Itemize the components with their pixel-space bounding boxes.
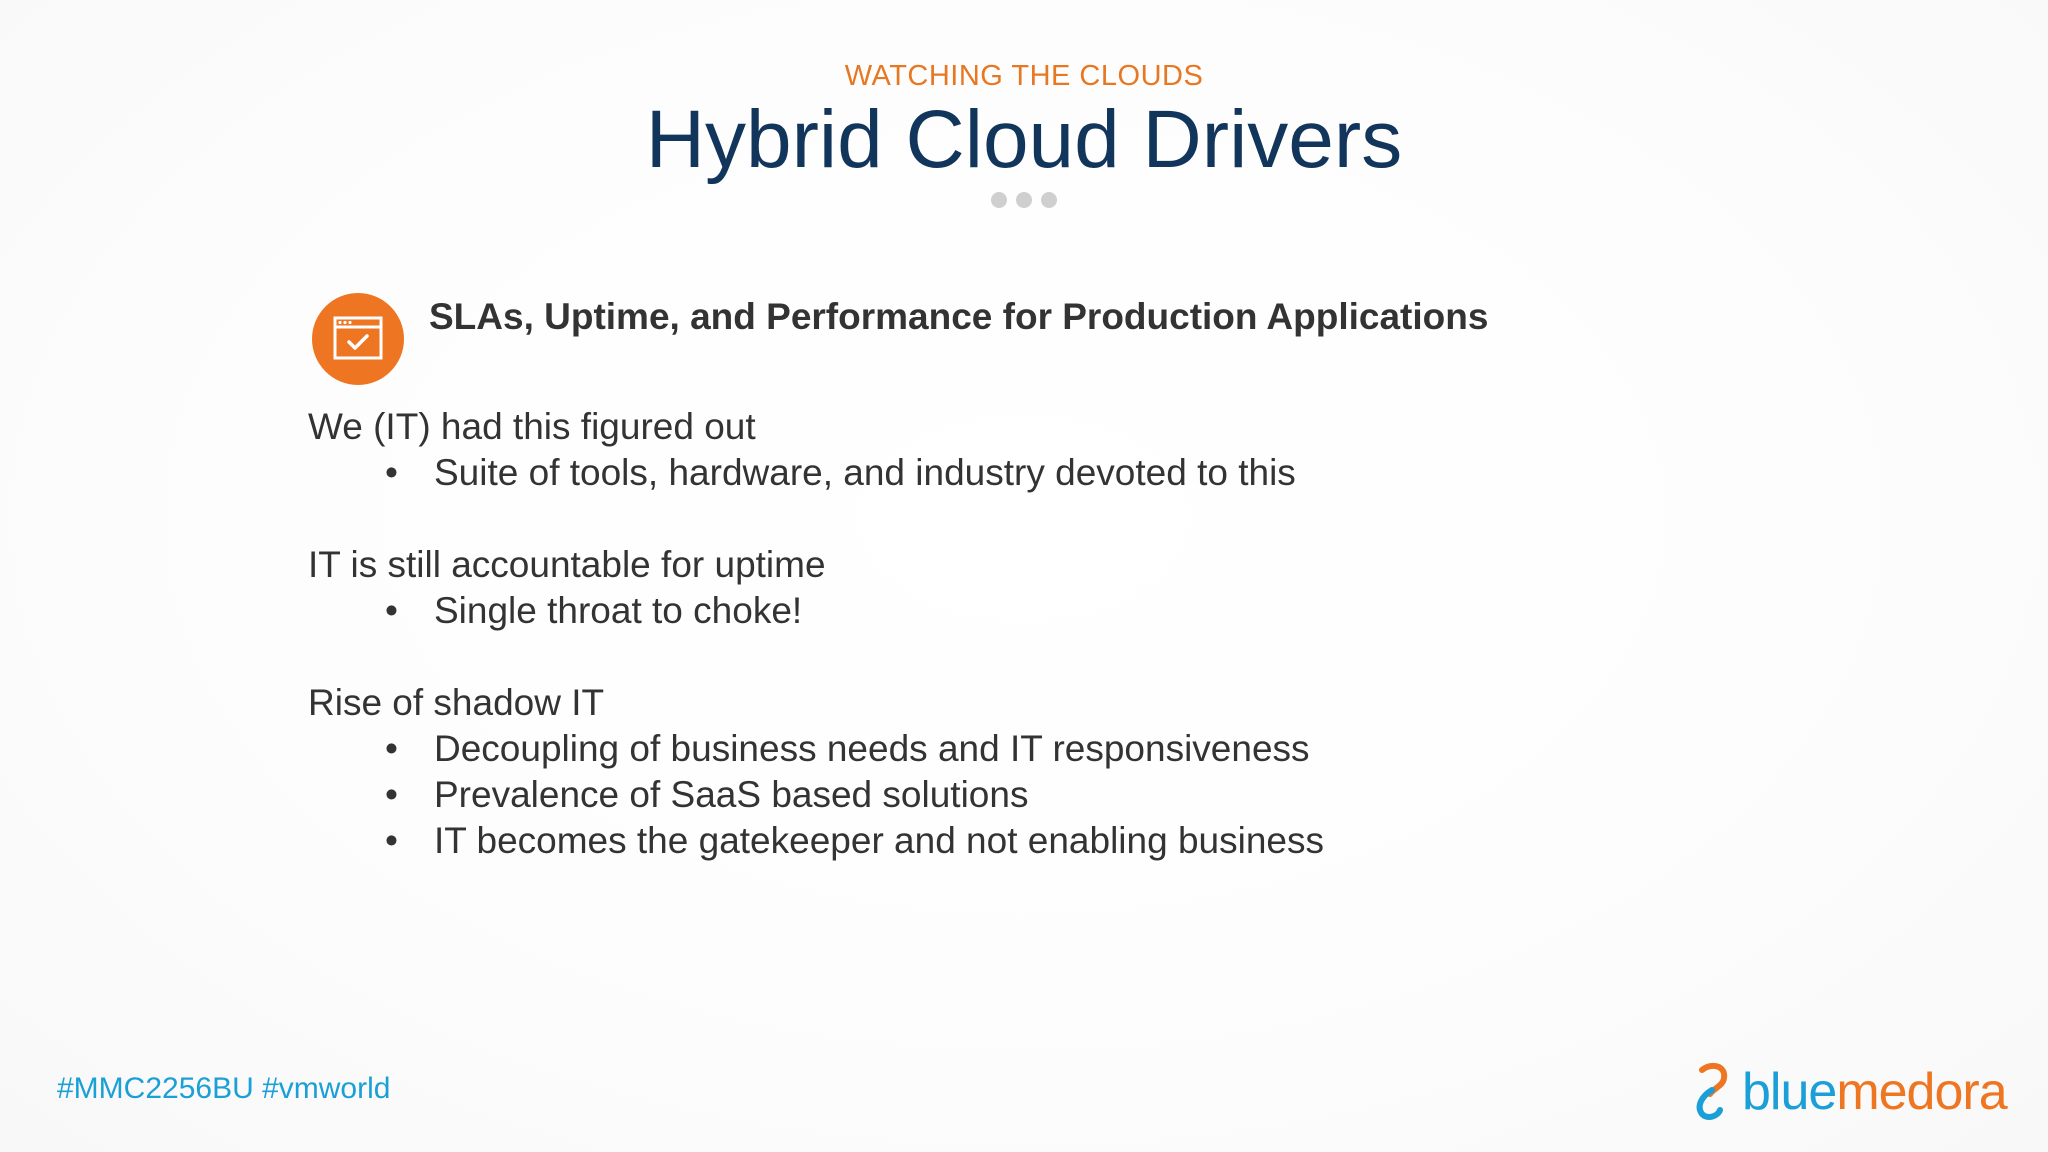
event-hashtags: #MMC2256BU #vmworld <box>57 1072 391 1105</box>
bullet-text: Decoupling of business needs and IT responsiveness <box>434 728 1310 769</box>
bullet-text: Single throat to choke! <box>434 590 803 631</box>
bullet-text: Suite of tools, hardware, and industry devoted to this <box>434 452 1296 493</box>
bullet-item <box>308 726 1324 772</box>
bullet-dot: • <box>385 590 398 631</box>
group-lead: Rise of shadow IT <box>308 682 605 723</box>
bullet-item <box>308 818 1324 864</box>
section-heading: SLAs, Uptime, and Performance for Production Applications <box>429 296 1489 337</box>
bullet-dot: • <box>385 774 398 815</box>
slide-eyebrow: WATCHING THE CLOUDS <box>844 60 1204 92</box>
bullet-item <box>308 772 1324 818</box>
bullet-dot: • <box>385 452 398 493</box>
bullet-text: Prevalence of SaaS based solutions <box>434 774 1029 815</box>
bullet-item <box>308 450 1324 496</box>
divider-dot <box>1016 192 1032 208</box>
content-group <box>308 680 1324 864</box>
bullet-item <box>308 588 1324 634</box>
content-group <box>308 542 1324 634</box>
title-divider-dots <box>0 192 2048 208</box>
bullet-text: IT becomes the gatekeeper and not enabling business <box>434 820 1324 861</box>
logo-word-blue: blue <box>1742 1063 1837 1121</box>
divider-dot <box>1041 192 1057 208</box>
logo-wordmark <box>1742 1060 2007 1124</box>
group-lead: We (IT) had this figured out <box>308 406 756 447</box>
bluemedora-logo <box>1690 1060 2007 1124</box>
slide-title: Hybrid Cloud Drivers <box>645 94 1403 185</box>
bullet-dot: • <box>385 728 398 769</box>
bullet-dot: • <box>385 820 398 861</box>
group-lead: IT is still accountable for uptime <box>308 544 826 585</box>
logo-mark-icon <box>1690 1060 1734 1124</box>
logo-word-medora: medora <box>1836 1063 2007 1121</box>
divider-dot <box>991 192 1007 208</box>
bullet-content <box>308 404 1324 910</box>
content-group <box>308 404 1324 496</box>
browser-check-icon <box>312 293 404 385</box>
